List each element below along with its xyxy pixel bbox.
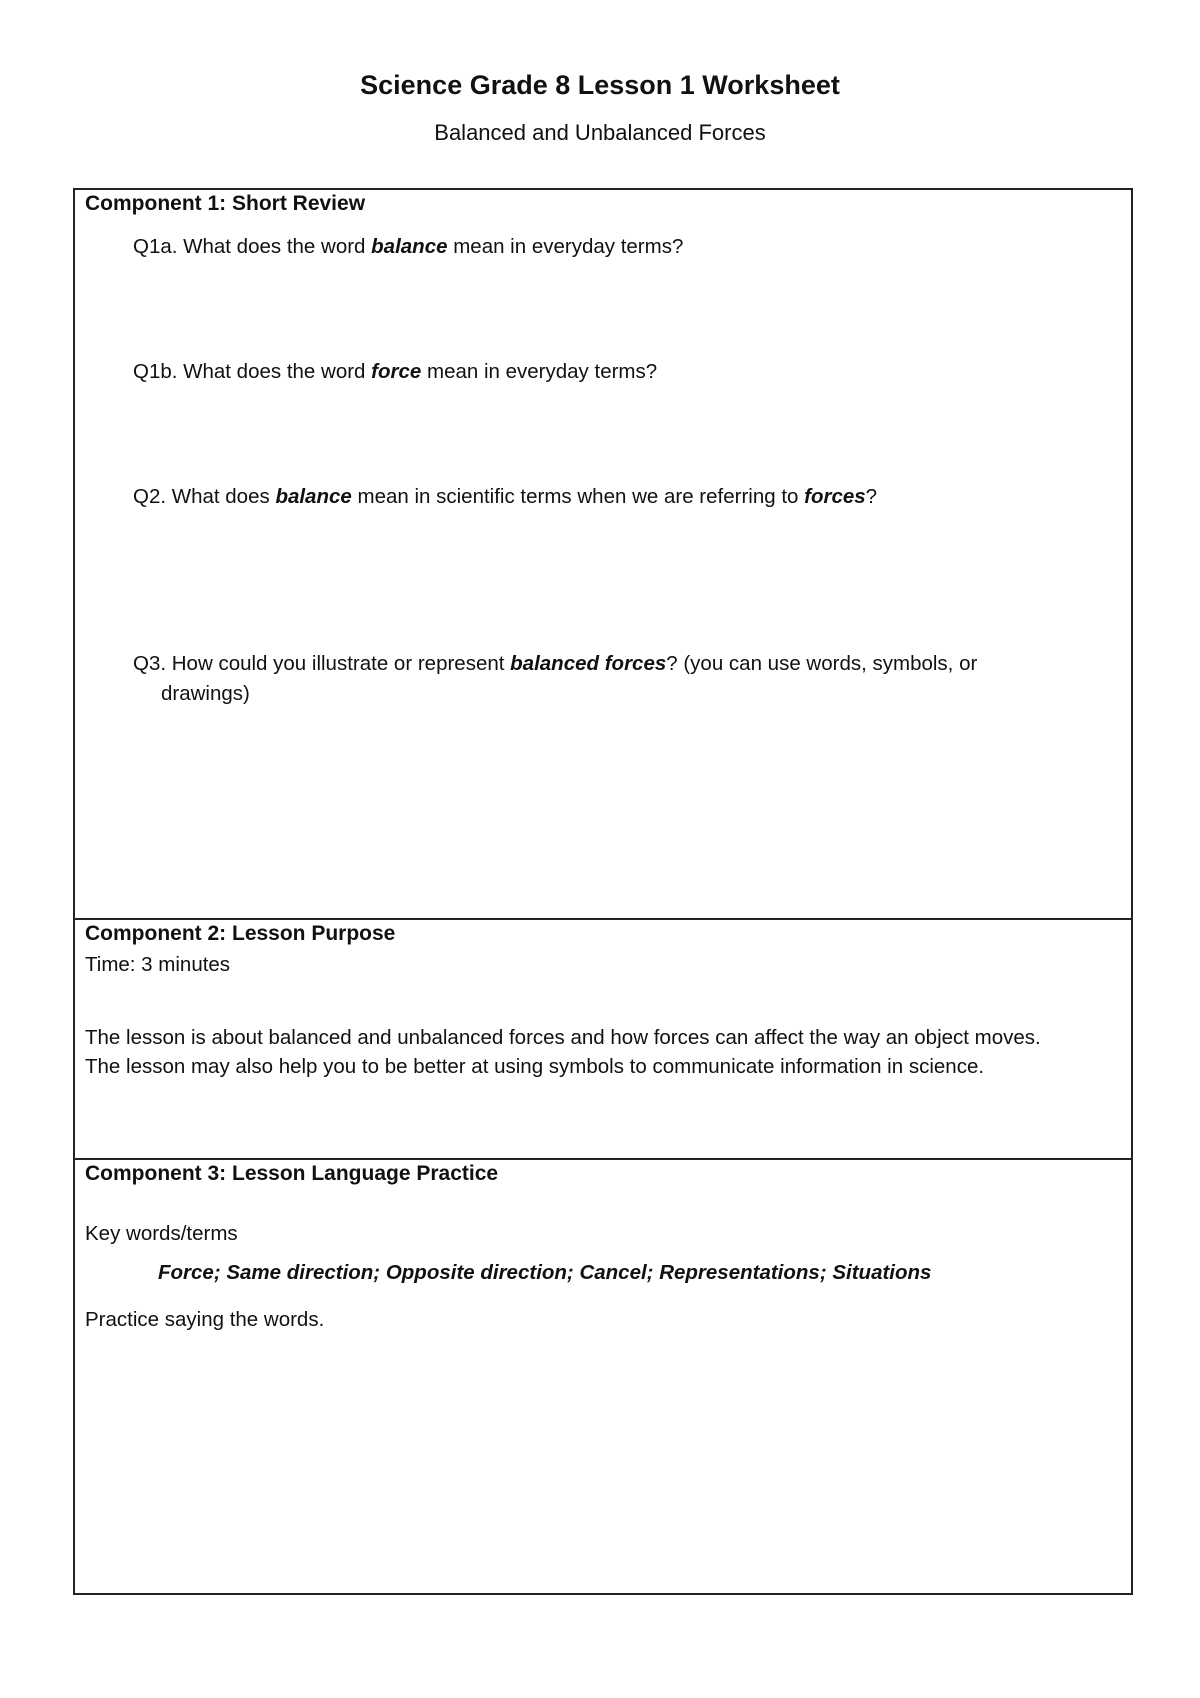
question-2-prefix: Q2. What does	[133, 485, 276, 508]
question-1a-prefix: Q1a. What does the word	[133, 235, 372, 258]
question-2-middle: mean in scientific terms when we are referring to	[351, 485, 805, 508]
worksheet-table	[73, 188, 1133, 1595]
component-3-heading: Component 3: Lesson Language Practice	[85, 1162, 499, 1185]
lesson-purpose-line-2: The lesson may also help you to be better at using symbols to communicate information in science.	[85, 1055, 985, 1078]
question-1b	[133, 357, 1051, 387]
component-3-section	[75, 1158, 1131, 1595]
question-3-suffix: ? (you can use words, symbols, or drawings)	[161, 652, 978, 705]
worksheet-subtitle: Balanced and Unbalanced Forces	[434, 120, 766, 145]
key-words-label: Key words/terms	[85, 1222, 238, 1245]
question-2-keyword-1: balance	[275, 485, 352, 508]
question-1a-keyword: balance	[371, 235, 448, 258]
question-3-prefix: Q3. How could you illustrate or represent	[133, 652, 511, 675]
key-terms-list: Force; Same direction; Opposite direction; Cancel; Representations; Situations	[158, 1261, 932, 1284]
question-1b-prefix: Q1b. What does the word	[133, 360, 372, 383]
question-2	[133, 482, 1051, 512]
component-1-heading: Component 1: Short Review	[85, 192, 366, 215]
question-3	[133, 649, 1041, 709]
worksheet-title: Science Grade 8 Lesson 1 Worksheet	[360, 70, 840, 100]
component-1-section	[75, 190, 1131, 918]
question-3-keyword: balanced forces	[510, 652, 667, 675]
question-1a-suffix: mean in everyday terms?	[447, 235, 684, 258]
question-2-keyword-2: forces	[804, 485, 866, 508]
lesson-purpose-line-1: The lesson is about balanced and unbalanced forces and how forces can affect the way an object moves.	[85, 1026, 1041, 1049]
question-1b-keyword: force	[371, 360, 422, 383]
practice-instruction: Practice saying the words.	[85, 1308, 325, 1331]
question-1b-suffix: mean in everyday terms?	[421, 360, 658, 383]
lesson-time: Time: 3 minutes	[85, 953, 231, 976]
question-1a	[133, 232, 1051, 262]
question-2-suffix: ?	[865, 485, 878, 508]
component-2-section	[75, 918, 1131, 1158]
component-2-heading: Component 2: Lesson Purpose	[85, 922, 396, 945]
